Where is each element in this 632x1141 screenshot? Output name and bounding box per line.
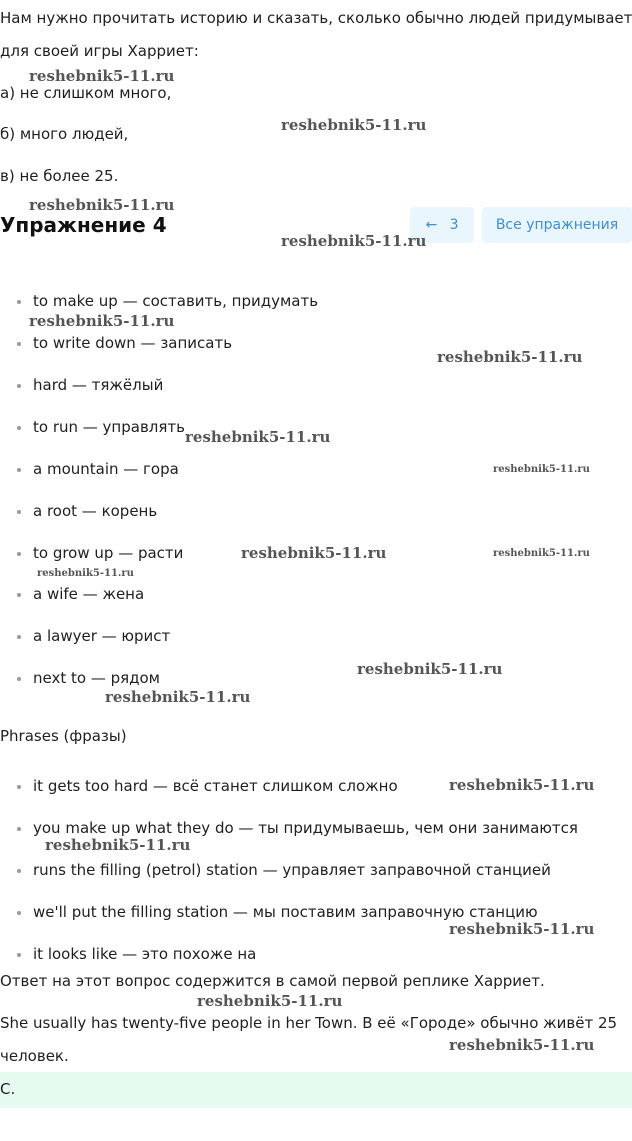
explanation-line-1: Ответ на этот вопрос содержится в самой первой реплике Харриет. bbox=[0, 972, 545, 990]
bullet-icon bbox=[17, 593, 21, 597]
bullet-icon bbox=[17, 468, 21, 472]
watermark: reshebnik5-11.ru bbox=[29, 312, 175, 330]
phrases-heading: Phrases (фразы) bbox=[0, 727, 127, 745]
list-item: it looks like — это похоже на bbox=[33, 945, 257, 963]
answer-box bbox=[0, 1072, 632, 1108]
bullet-icon bbox=[17, 384, 21, 388]
bullet-icon bbox=[17, 785, 21, 789]
watermark: reshebnik5-11.ru bbox=[29, 67, 175, 85]
bullet-icon bbox=[17, 827, 21, 831]
watermark: reshebnik5-11.ru bbox=[437, 348, 583, 366]
list-item: hard — тяжёлый bbox=[33, 376, 164, 394]
list-item: to grow up — расти bbox=[33, 544, 184, 562]
watermark: reshebnik5-11.ru bbox=[493, 464, 590, 475]
list-item: to make up — составить, придумать bbox=[33, 292, 319, 310]
watermark: reshebnik5-11.ru bbox=[197, 992, 343, 1010]
watermark: reshebnik5-11.ru bbox=[493, 548, 590, 559]
list-item: to run — управлять bbox=[33, 418, 185, 436]
watermark: reshebnik5-11.ru bbox=[449, 776, 595, 794]
watermark: reshebnik5-11.ru bbox=[185, 428, 331, 446]
bullet-icon bbox=[17, 953, 21, 957]
watermark: reshebnik5-11.ru bbox=[37, 568, 134, 579]
list-item: next to — рядом bbox=[33, 669, 161, 687]
explanation-line-2: She usually has twenty-five people in her Town. В её «Городе» обычно живёт 25 bbox=[0, 1014, 618, 1032]
watermark: reshebnik5-11.ru bbox=[241, 544, 387, 562]
bullet-icon bbox=[17, 635, 21, 639]
watermark: reshebnik5-11.ru bbox=[449, 920, 595, 938]
answer-text: С. bbox=[0, 1080, 16, 1098]
watermark: reshebnik5-11.ru bbox=[105, 688, 251, 706]
list-item: a mountain — гора bbox=[33, 460, 179, 478]
list-item: a wife — жена bbox=[33, 585, 145, 603]
all-exercises-button[interactable]: Все упражнения bbox=[482, 207, 632, 243]
list-item: we'll put the filling station — мы поставим заправочную станцию bbox=[33, 903, 538, 921]
option-b: б) много людей, bbox=[0, 125, 129, 143]
option-c: в) не более 25. bbox=[0, 167, 119, 185]
bullet-icon bbox=[17, 911, 21, 915]
intro-line-2: для своей игры Харриет: bbox=[0, 42, 199, 60]
bullet-icon bbox=[17, 342, 21, 346]
watermark: reshebnik5-11.ru bbox=[281, 232, 427, 250]
list-item: a lawyer — юрист bbox=[33, 627, 171, 645]
bullet-icon bbox=[17, 510, 21, 514]
bullet-icon bbox=[17, 552, 21, 556]
bullet-icon bbox=[17, 869, 21, 873]
watermark: reshebnik5-11.ru bbox=[449, 1036, 595, 1054]
option-a: а) не слишком много, bbox=[0, 84, 172, 102]
intro-line-1: Нам нужно прочитать историю и сказать, сколько обычно людей придумывает bbox=[0, 9, 632, 27]
list-item: runs the filling (petrol) station — управляет заправочной станцией bbox=[33, 861, 551, 879]
list-item: you make up what they do — ты придумываешь, чем они занимаются bbox=[33, 819, 578, 837]
bullet-icon bbox=[17, 426, 21, 430]
prev-exercise-number: 3 bbox=[449, 217, 459, 233]
watermark: reshebnik5-11.ru bbox=[357, 660, 503, 678]
list-item: to write down — записать bbox=[33, 334, 233, 352]
watermark: reshebnik5-11.ru bbox=[281, 116, 427, 134]
list-item: it gets too hard — всё станет слишком сложно bbox=[33, 777, 398, 795]
bullet-icon bbox=[17, 300, 21, 304]
explanation-line-3: человек. bbox=[0, 1047, 69, 1065]
arrow-left-icon: ← bbox=[425, 217, 438, 233]
exercise-title: Упражнение 4 bbox=[0, 213, 167, 237]
watermark: reshebnik5-11.ru bbox=[29, 196, 175, 214]
list-item: a root — корень bbox=[33, 502, 158, 520]
watermark: reshebnik5-11.ru bbox=[45, 836, 191, 854]
bullet-icon bbox=[17, 677, 21, 681]
